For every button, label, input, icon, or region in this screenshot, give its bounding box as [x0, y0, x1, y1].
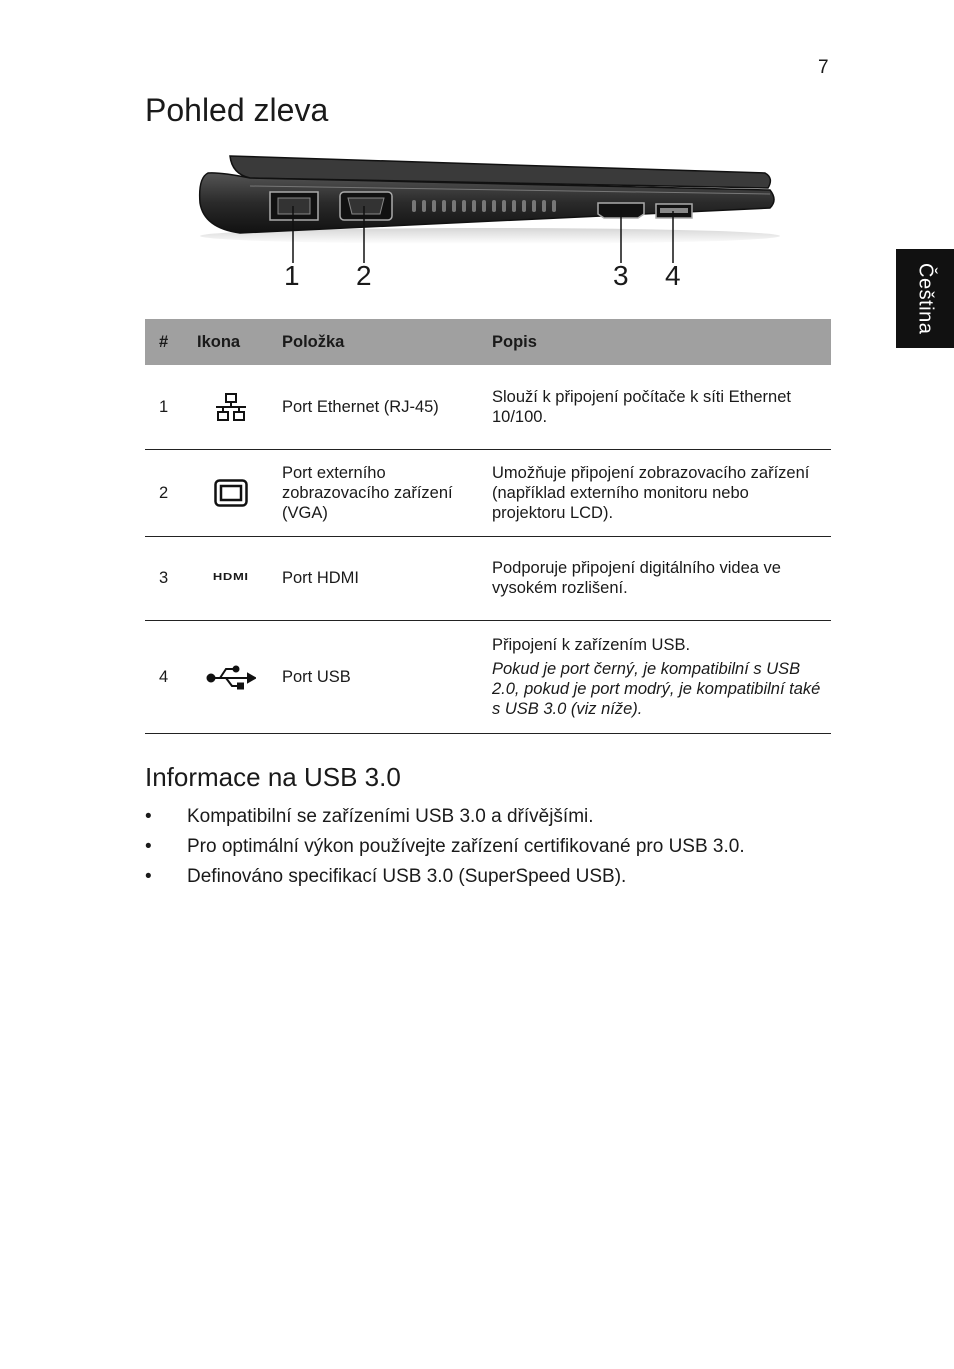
- language-tab: [896, 249, 954, 348]
- row-item: Port Ethernet (RJ-45): [282, 365, 492, 449]
- usb-section-title: Informace na USB 3.0: [145, 762, 401, 792]
- list-item: • Definováno specifikací USB 3.0 (SuperSpeed USB).: [145, 863, 745, 893]
- language-tab-label: Čeština: [914, 262, 937, 335]
- table-row: [145, 365, 831, 449]
- callout-3: 3: [613, 260, 629, 291]
- hdmi-icon: HDMI: [213, 572, 249, 583]
- row-number: 1: [145, 365, 197, 449]
- row-description: Slouží k připojení počítače k síti Ethernet 10/100.: [492, 365, 831, 449]
- header-item: Položka: [282, 319, 492, 365]
- callout-4: 4: [665, 260, 681, 291]
- page-number: 7: [818, 57, 829, 78]
- list-item: • Pro optimální výkon používejte zařízení certifikované pro USB 3.0.: [145, 833, 745, 863]
- table-row: [145, 620, 831, 733]
- header-description: Popis: [492, 319, 831, 365]
- header-icon: Ikona: [197, 319, 282, 365]
- row-description: Umožňuje připojení zobrazovacího zařízení (například externího monitoru nebo projektoru LCD).: [492, 449, 831, 536]
- row-description: Podporuje připojení digitálního videa ve vysokém rozlišení.: [492, 536, 831, 620]
- row-item: Port USB: [282, 620, 492, 733]
- laptop-left-side-illustration: [190, 148, 790, 298]
- page-title: Pohled zleva: [145, 92, 329, 128]
- ethernet-icon: [214, 393, 248, 421]
- table-row: [145, 536, 831, 620]
- row-number: 4: [145, 620, 197, 733]
- row-item: Port HDMI: [282, 536, 492, 620]
- list-item: • Kompatibilní se zařízeními USB 3.0 a dřívějšími.: [145, 803, 745, 833]
- row-number: 2: [145, 449, 197, 536]
- vga-icon: [214, 479, 248, 507]
- row-note: Pokud je port černý, je kompatibilní s USB 2.0, pokud je port modrý, je kompatibilní také s USB 3.0 (viz níže).: [492, 659, 821, 718]
- row-description: Připojení k zařízením USB.: [492, 635, 691, 654]
- table-row: [145, 449, 831, 536]
- ports-table: [145, 319, 831, 734]
- callout-1: 1: [284, 260, 300, 291]
- table-header-row: [145, 319, 831, 365]
- callout-2: 2: [356, 260, 372, 291]
- header-number: #: [145, 319, 197, 365]
- usb-icon: [206, 664, 256, 690]
- usb-bullet-list: [145, 803, 745, 893]
- row-item: Port externího zobrazovacího zařízení (VGA): [282, 449, 492, 536]
- row-number: 3: [145, 536, 197, 620]
